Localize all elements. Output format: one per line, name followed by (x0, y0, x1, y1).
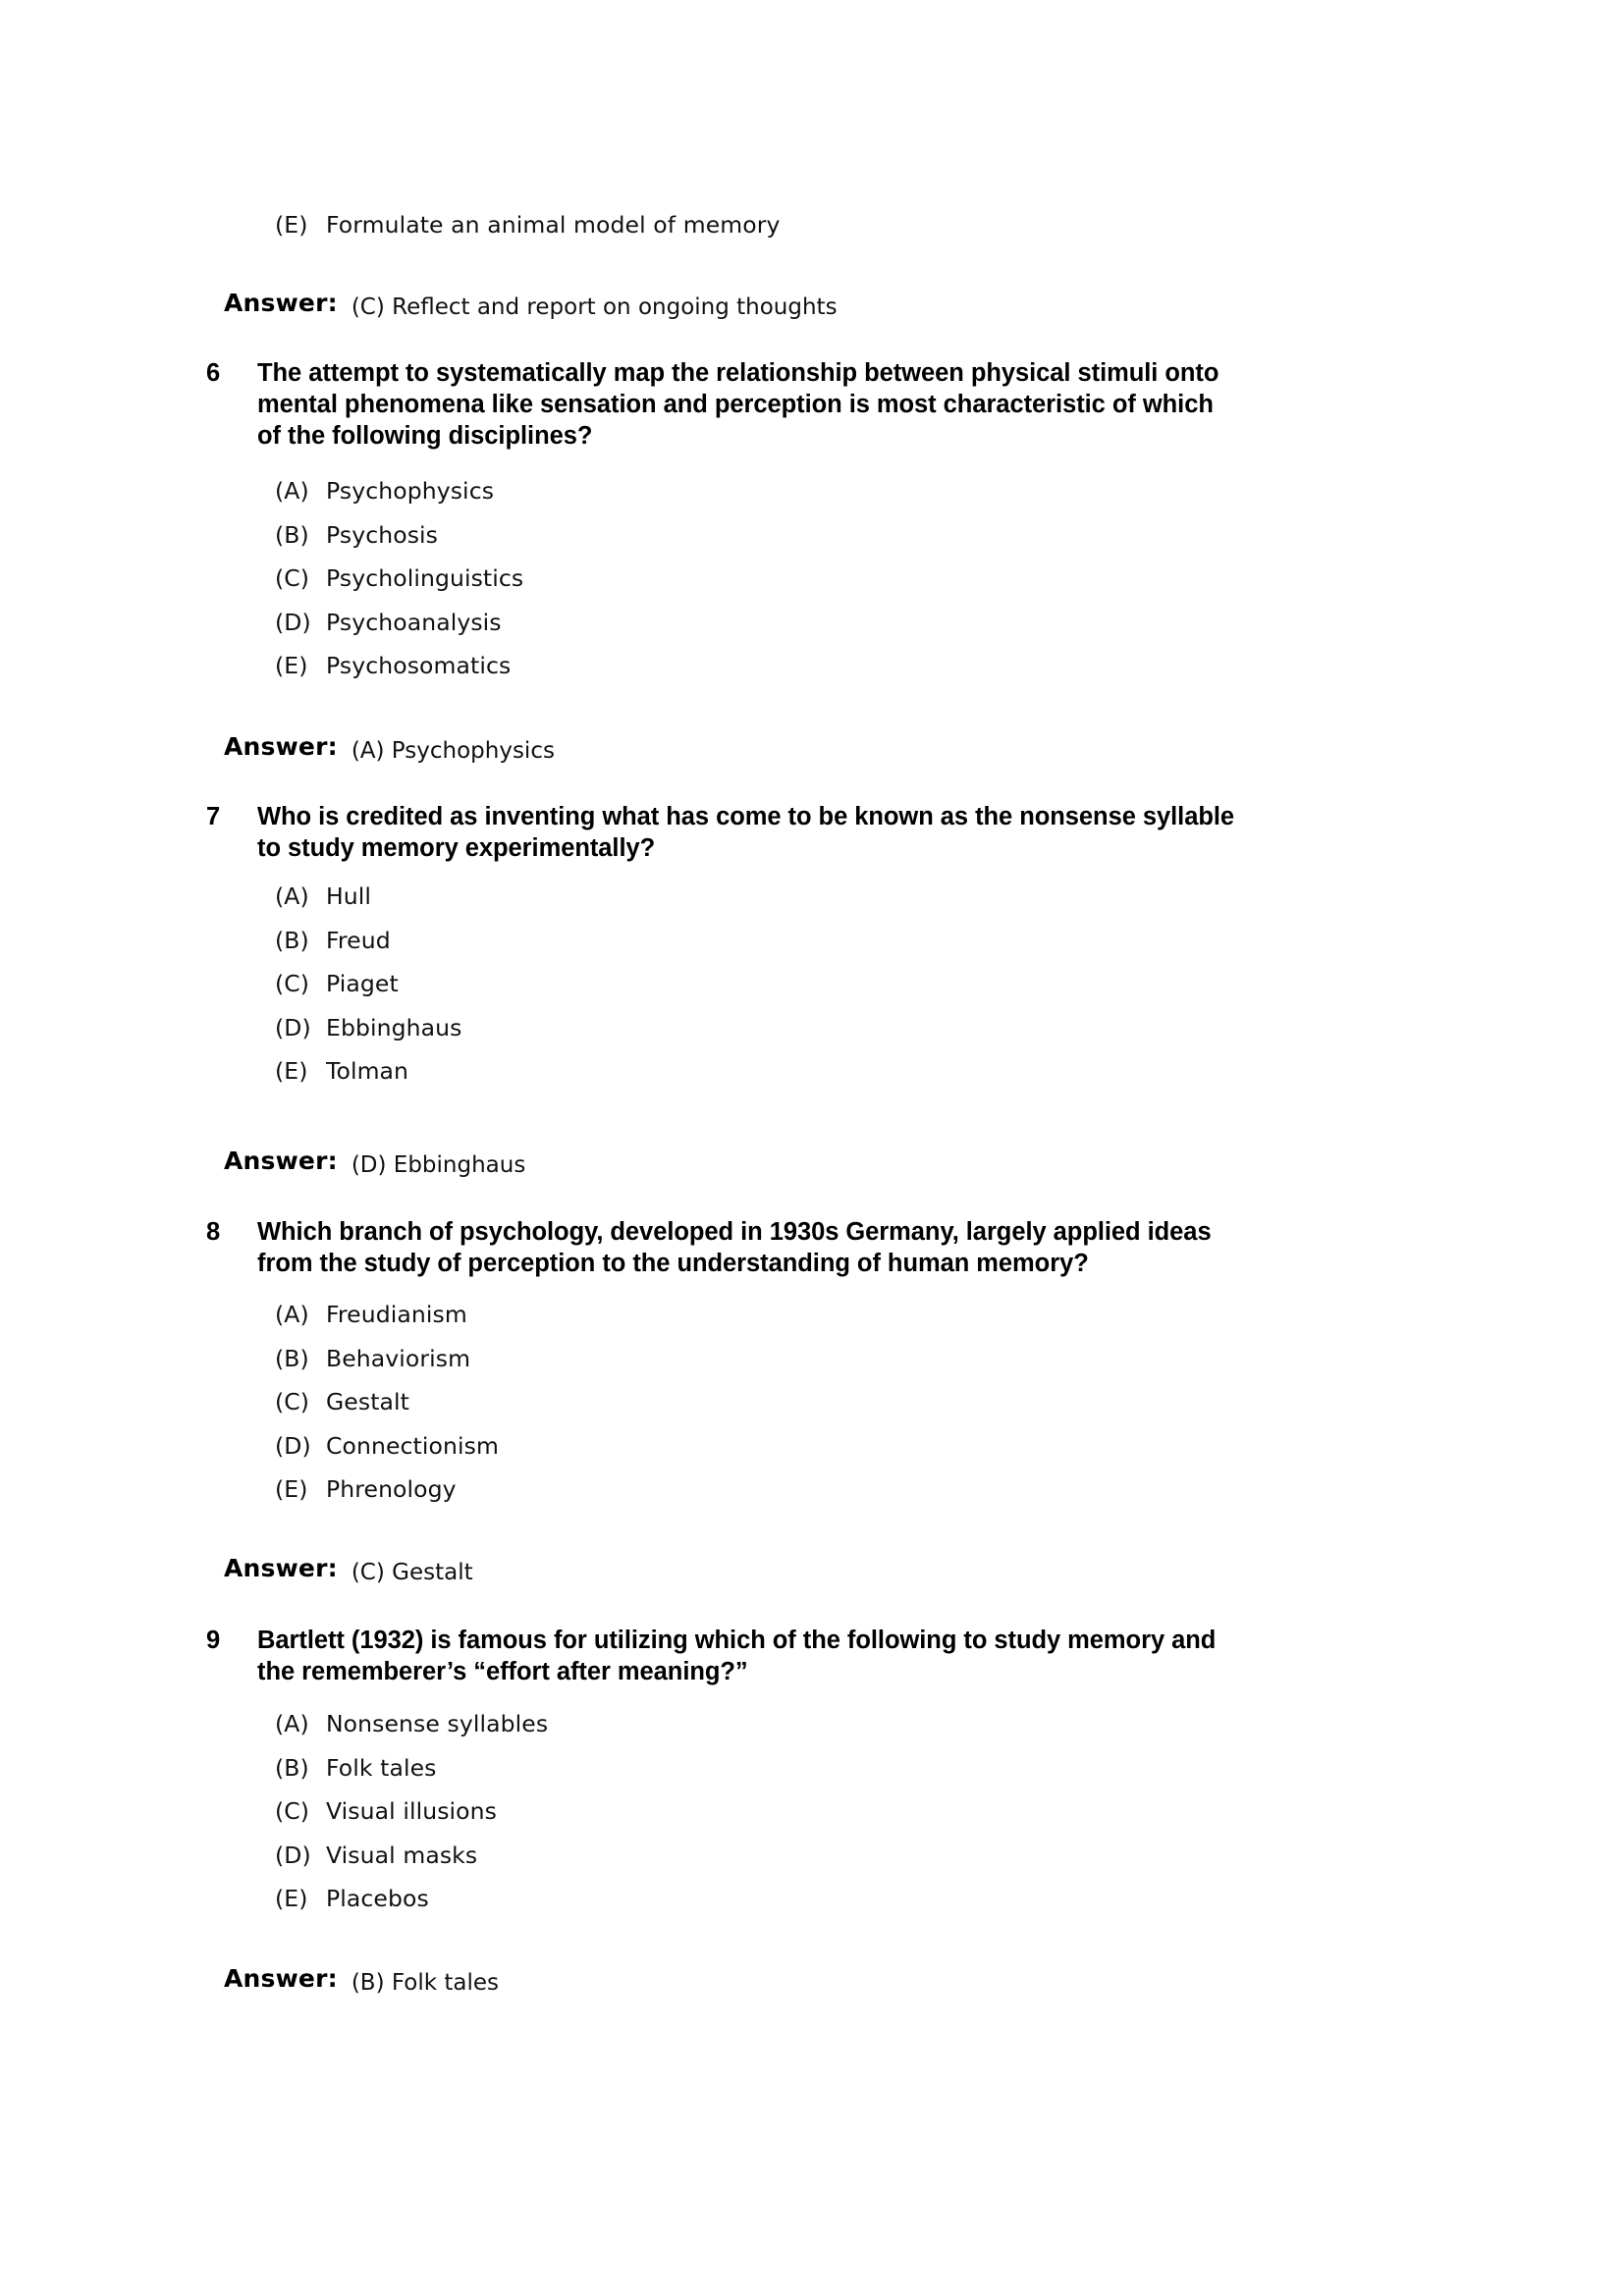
question-text: Which branch of psychology, developed in 1930s Germany, largely applied ideas from the study of perception to the understanding of human memory? (257, 1218, 1212, 1278)
option-letter: (D) (275, 1013, 311, 1041)
option-text: Tolman (326, 1057, 409, 1085)
option-text: Psychosis (326, 520, 439, 549)
option-letter: (E) (275, 1057, 308, 1085)
question-number: 9 (206, 1627, 221, 1654)
option-text: Gestalt (326, 1388, 409, 1415)
option-row (275, 1475, 499, 1503)
question-block-8 (206, 1216, 1326, 1279)
option-letter: (E) (275, 652, 308, 679)
option-letter: (A) (275, 477, 309, 505)
option-text: Behaviorism (326, 1344, 471, 1372)
option-letter: (A) (275, 882, 309, 910)
option-text: Piaget (326, 970, 399, 997)
option-text: Freudianism (326, 1301, 467, 1328)
option-row (275, 1388, 499, 1415)
option-letter: (C) (275, 564, 310, 592)
option-row (275, 1710, 549, 1737)
question-block-6 (206, 357, 1257, 452)
option-text: Visual masks (326, 1841, 478, 1869)
option-row (275, 1841, 548, 1869)
option-letter: (C) (275, 970, 310, 997)
answer-label: Answer: (224, 732, 338, 761)
answer-block-9 (224, 1964, 499, 1996)
option-text: Psychosomatics (326, 652, 512, 679)
option-text: Psychoanalysis (326, 608, 502, 636)
option-letter: (B) (275, 1344, 309, 1372)
option-letter: (D) (275, 1841, 311, 1869)
option-text: Psycholinguistics (326, 564, 524, 592)
answer-label: Answer: (224, 289, 338, 317)
option-text: Folk tales (326, 1753, 437, 1782)
answer-value: (A) Psychophysics (351, 738, 555, 764)
option-text: Nonsense syllables (326, 1710, 549, 1737)
option-row (275, 1301, 499, 1328)
option-row (275, 1885, 548, 1912)
option-text: Ebbinghaus (326, 1013, 462, 1041)
question-text: The attempt to systematically map the relationship between physical stimuli onto mental phenomena like sensation and perception is most characteristic of which of the following disciplines? (257, 359, 1219, 451)
options-list-6 (275, 477, 524, 679)
option-letter: (E) (275, 1475, 308, 1503)
option-row (275, 652, 523, 679)
option-row (275, 608, 523, 636)
option-letter: (C) (275, 1388, 310, 1415)
option-row (275, 970, 461, 997)
answer-value: (C) Reflect and report on ongoing thoughts (351, 294, 838, 320)
option-text: Formulate an animal model of memory (326, 211, 781, 239)
option-letter: (B) (275, 520, 309, 549)
option-row (275, 520, 523, 549)
question-block-9 (206, 1625, 1335, 1687)
option-row (275, 1431, 499, 1460)
option-text: Placebos (326, 1885, 429, 1912)
options-list-7 (275, 882, 462, 1085)
orphan-option-row (275, 211, 781, 239)
answer-label: Answer: (224, 1964, 338, 1993)
answer-block-6 (224, 732, 555, 764)
answer-block-7 (224, 1147, 526, 1178)
option-text: Phrenology (326, 1475, 457, 1503)
answer-label: Answer: (224, 1554, 338, 1582)
option-text: Connectionism (326, 1431, 499, 1460)
option-row (275, 477, 523, 505)
answer-block (224, 289, 838, 320)
option-row (275, 1057, 461, 1085)
option-row (275, 882, 461, 910)
answer-value: (B) Folk tales (351, 1970, 499, 1996)
question-text: Bartlett (1932) is famous for utilizing which of the following to study memory and the rememberer’s “effort after meaning?” (257, 1627, 1217, 1686)
option-letter: (B) (275, 926, 309, 954)
option-letter: (D) (275, 1431, 311, 1460)
question-block-7 (206, 801, 1306, 864)
question-number: 7 (206, 803, 221, 830)
answer-value: (D) Ebbinghaus (351, 1152, 526, 1178)
option-letter: (D) (275, 608, 311, 636)
question-number: 6 (206, 359, 221, 387)
option-text: Freud (326, 926, 391, 954)
option-row (275, 564, 524, 592)
question-number: 8 (206, 1218, 221, 1246)
option-row (275, 1013, 462, 1041)
answer-block-8 (224, 1554, 473, 1585)
option-letter: (A) (275, 1710, 309, 1737)
option-row (275, 926, 461, 954)
option-row (275, 1797, 548, 1825)
option-row (275, 211, 781, 239)
option-text: Visual illusions (326, 1797, 497, 1825)
option-text: Psychophysics (326, 477, 495, 505)
options-list-8 (275, 1301, 499, 1503)
option-text: Hull (326, 882, 372, 910)
option-letter: (E) (275, 211, 308, 239)
answer-value: (C) Gestalt (351, 1560, 473, 1585)
answer-label: Answer: (224, 1147, 338, 1175)
option-letter: (A) (275, 1301, 309, 1328)
option-row (275, 1753, 548, 1782)
options-list-9 (275, 1710, 549, 1912)
option-letter: (E) (275, 1885, 308, 1912)
option-letter: (C) (275, 1797, 310, 1825)
option-letter: (B) (275, 1753, 309, 1782)
question-text: Who is credited as inventing what has come to be known as the nonsense syllable to study memory experimentally? (257, 803, 1235, 863)
option-row (275, 1344, 499, 1372)
